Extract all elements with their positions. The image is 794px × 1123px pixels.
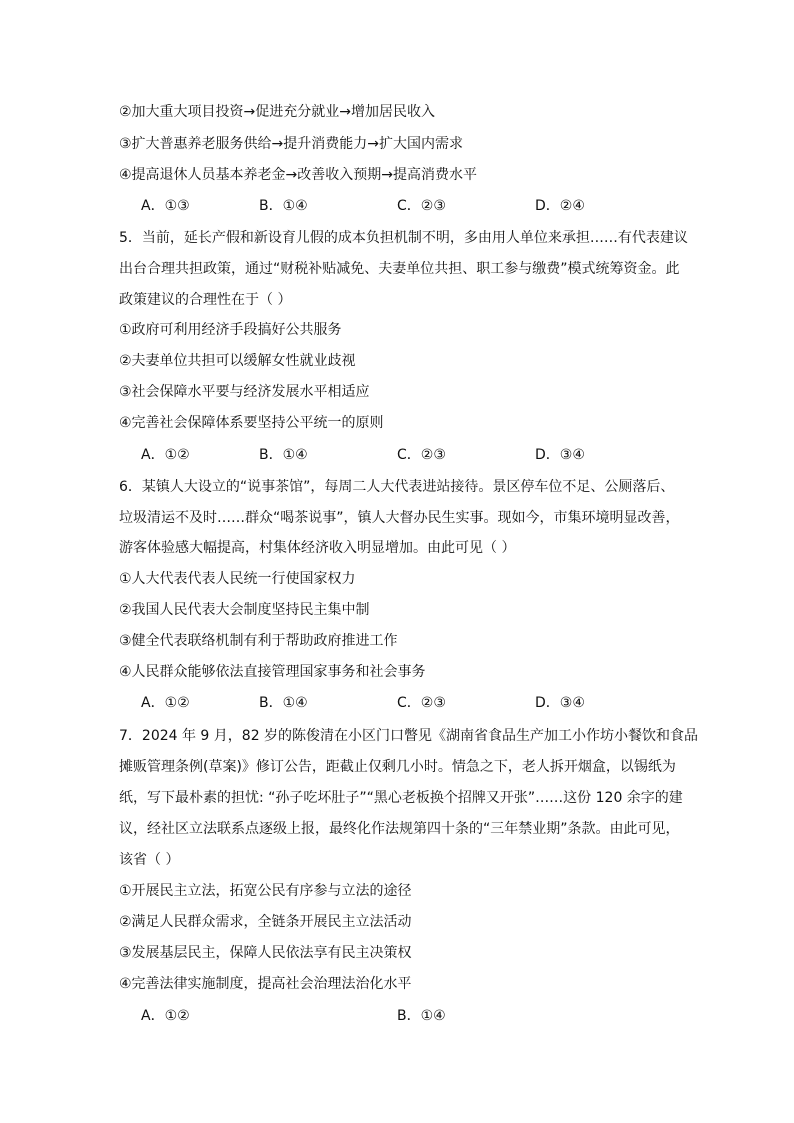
q5-stem-line-1: 5．当前，延长产假和新设育儿假的成本负担机制不明，多由用人单位来承担……有代表建议	[119, 230, 688, 246]
q6-stem-line-2: 垃圾清运不及时……群众“喝茶说事”，镇人大督办民生实事。现如今，市集环境明显改善，	[119, 510, 680, 526]
q7-stem-line-3: 纸，写下最朴素的担忧: “孙子吃坏肚子”“黑心老板换个招牌又开张”……这份 120 余字的建	[119, 790, 683, 806]
q6-choice-3: ③健全代表联络机制有利于帮助政府推进工作	[119, 633, 398, 649]
q5-choice-1: ①政府可利用经济手段搞好公共服务	[119, 322, 342, 338]
q7-stem-line-5: 该省（ ）	[119, 852, 180, 868]
q5-option-a[interactable]: A．①②	[141, 447, 190, 463]
q5-choice-2: ②夫妻单位共担可以缓解女性就业歧视	[119, 353, 356, 369]
q6-option-a[interactable]: A．①②	[141, 695, 190, 711]
q5-option-b[interactable]: B．①④	[259, 447, 308, 463]
q4-choice-4: ④提高退休人员基本养老金→改善收入预期→提高消费水平	[119, 167, 478, 183]
q6-option-c[interactable]: C．②③	[397, 695, 446, 711]
q7-stem-line-1: 7．2024 年 9 月，82 岁的陈俊清在小区门口瞥见《湖南省食品生产加工小作坊小餐饮和食品	[119, 728, 699, 744]
q5-option-c[interactable]: C．②③	[397, 447, 446, 463]
q4-choice-2: ②加大重大项目投资→促进充分就业→增加居民收入	[119, 104, 436, 120]
q7-choice-4: ④完善法律实施制度，提高社会治理法治化水平	[119, 976, 412, 992]
q4-option-b[interactable]: B．①④	[259, 198, 308, 214]
q7-option-b[interactable]: B．①④	[397, 1008, 446, 1024]
q6-choice-2: ②我国人民代表大会制度坚持民主集中制	[119, 602, 370, 618]
q5-choice-3: ③社会保障水平要与经济发展水平相适应	[119, 384, 370, 400]
q6-stem-line-1: 6．某镇人大设立的“说事茶馆”，每周二人大代表进站接待。景区停车位不足、公厕落后、	[119, 479, 675, 495]
q5-stem-line-3: 政策建议的合理性在于（ ）	[119, 292, 292, 308]
q4-option-d[interactable]: D．②④	[535, 198, 585, 214]
q7-choice-1: ①开展民主立法，拓宽公民有序参与立法的途径	[119, 883, 412, 899]
q7-choice-3: ③发展基层民主，保障人民依法享有民主决策权	[119, 945, 412, 961]
q7-choice-2: ②满足人民群众需求，全链条开展民主立法活动	[119, 914, 412, 930]
q6-option-b[interactable]: B．①④	[259, 695, 308, 711]
q6-choice-4: ④人民群众能够依法直接管理国家事务和社会事务	[119, 664, 426, 680]
q6-choice-1: ①人大代表代表人民统一行使国家权力	[119, 571, 356, 587]
q7-option-a[interactable]: A．①②	[141, 1008, 190, 1024]
q5-stem-line-2: 出台合理共担政策，通过“财税补贴减免、夫妻单位共担、职工参与缴费”模式统筹资金。此	[119, 261, 680, 277]
q4-option-a[interactable]: A．①③	[141, 198, 190, 214]
q4-choice-3: ③扩大普惠养老服务供给→提升消费能力→扩大国内需求	[119, 136, 464, 152]
q5-choice-4: ④完善社会保障体系要坚持公平统一的原则	[119, 415, 384, 431]
q4-option-c[interactable]: C．②③	[397, 198, 446, 214]
q5-option-d[interactable]: D．③④	[535, 447, 585, 463]
q7-stem-line-2: 摊贩管理条例(草案)》修订公告，距截止仅剩几小时。情急之下，老人拆开烟盒，以锡纸为	[119, 759, 676, 775]
q6-option-d[interactable]: D．③④	[535, 695, 585, 711]
q7-stem-line-4: 议，经社区立法联系点逐级上报，最终化作法规第四十条的“三年禁业期”条款。由此可见，	[119, 821, 680, 837]
q6-stem-line-3: 游客体验感大幅提高，村集体经济收入明显增加。由此可见（ ）	[119, 540, 516, 556]
